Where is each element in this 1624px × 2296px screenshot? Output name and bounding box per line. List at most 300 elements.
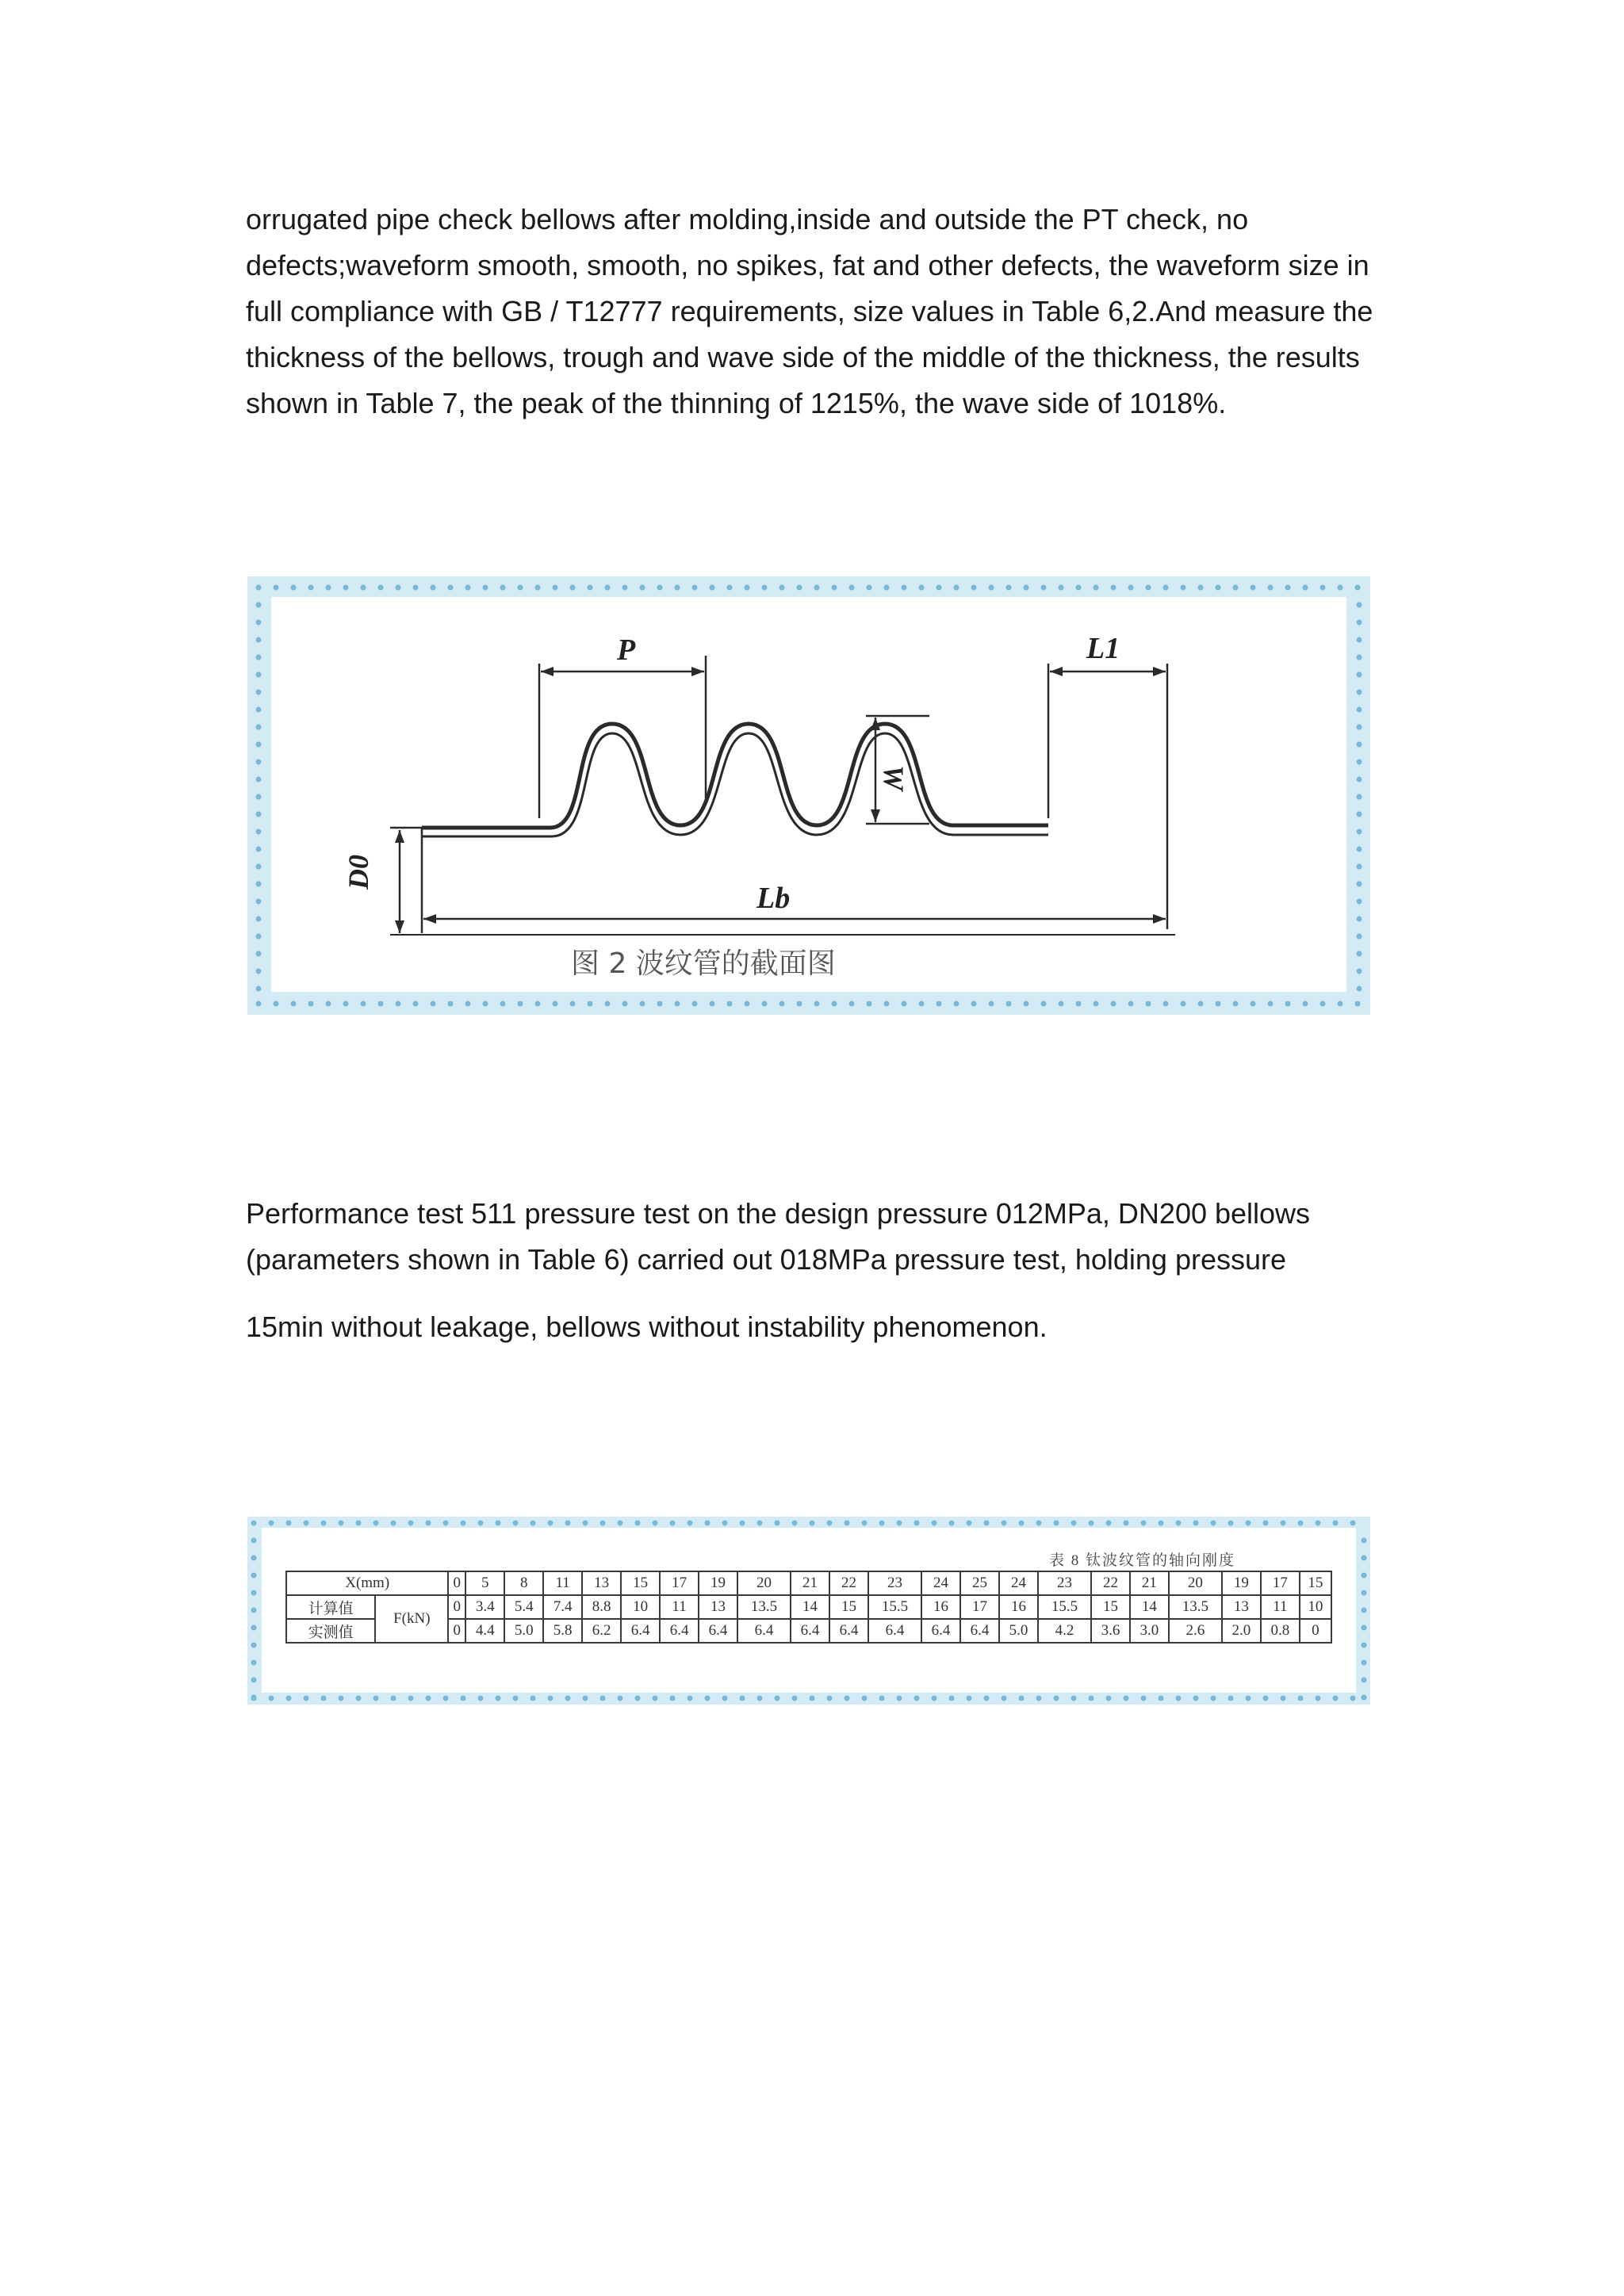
border-dot bbox=[256, 986, 262, 992]
border-dot bbox=[1362, 1556, 1367, 1561]
border-dot bbox=[1362, 1625, 1367, 1631]
border-dot bbox=[919, 585, 925, 591]
border-dot bbox=[1076, 1001, 1082, 1007]
border-dot bbox=[256, 707, 262, 713]
border-dot bbox=[1357, 882, 1362, 887]
border-dot bbox=[849, 585, 855, 591]
border-dot bbox=[361, 585, 366, 591]
label-l1: L1 bbox=[1086, 632, 1120, 665]
border-dot bbox=[692, 1001, 698, 1007]
force-value-cell: 11 bbox=[660, 1595, 699, 1619]
border-dot bbox=[605, 585, 611, 591]
border-dot bbox=[1211, 1521, 1216, 1526]
border-dot bbox=[391, 1521, 396, 1526]
border-dot bbox=[565, 1521, 571, 1526]
border-dot bbox=[256, 690, 262, 695]
border-dot bbox=[256, 951, 262, 957]
border-dot bbox=[757, 1696, 763, 1701]
label-w: W bbox=[878, 765, 910, 791]
border-dot bbox=[256, 603, 262, 608]
label-d0: D0 bbox=[343, 855, 374, 890]
border-dot bbox=[1216, 585, 1221, 591]
x-value-cell: 8 bbox=[504, 1571, 543, 1595]
border-dot bbox=[326, 585, 331, 591]
x-value-cell: 17 bbox=[660, 1571, 699, 1595]
border-dot bbox=[832, 1001, 837, 1007]
force-value-cell: 6.4 bbox=[829, 1619, 868, 1643]
border-dot bbox=[1163, 585, 1169, 591]
border-dot bbox=[622, 585, 628, 591]
border-dot bbox=[1198, 585, 1204, 591]
border-dot bbox=[810, 1696, 815, 1701]
border-dot bbox=[426, 1521, 431, 1526]
border-dot bbox=[1163, 1001, 1169, 1007]
border-dot bbox=[657, 585, 663, 591]
border-dot bbox=[1176, 1521, 1182, 1526]
force-value-cell: 4.4 bbox=[465, 1619, 504, 1643]
border-dot bbox=[1089, 1696, 1094, 1701]
border-dot bbox=[1036, 1521, 1042, 1526]
x-value-cell: 17 bbox=[1261, 1571, 1300, 1595]
border-dot bbox=[500, 1001, 506, 1007]
border-dot bbox=[1357, 969, 1362, 974]
force-value-cell: 6.4 bbox=[621, 1619, 660, 1643]
force-value-cell: 0 bbox=[1300, 1619, 1331, 1643]
border-dot bbox=[1350, 1521, 1356, 1526]
border-dot bbox=[513, 1696, 519, 1701]
border-dot bbox=[832, 585, 837, 591]
x-value-cell: 21 bbox=[1130, 1571, 1169, 1595]
border-dot bbox=[1362, 1538, 1367, 1544]
border-dot bbox=[1357, 829, 1362, 835]
force-value-cell: 14 bbox=[791, 1595, 829, 1619]
force-value-cell: 0 bbox=[448, 1595, 465, 1619]
border-dot bbox=[670, 1521, 676, 1526]
x-value-cell: 20 bbox=[737, 1571, 791, 1595]
border-dot bbox=[722, 1521, 728, 1526]
border-dot bbox=[256, 777, 262, 783]
border-dot bbox=[827, 1696, 833, 1701]
border-dot bbox=[640, 1001, 645, 1007]
border-dot bbox=[500, 585, 506, 591]
border-dot bbox=[553, 1001, 558, 1007]
border-dot bbox=[954, 1001, 959, 1007]
border-dot bbox=[321, 1521, 327, 1526]
border-dot bbox=[1251, 1001, 1256, 1007]
x-value-cell: 22 bbox=[829, 1571, 868, 1595]
border-dot bbox=[810, 1521, 815, 1526]
force-value-cell: 4.2 bbox=[1038, 1619, 1091, 1643]
border-dot bbox=[792, 1521, 798, 1526]
label-lb: Lb bbox=[756, 882, 791, 915]
border-dot bbox=[932, 1696, 937, 1701]
x-value-cell: 24 bbox=[921, 1571, 960, 1595]
border-dot bbox=[640, 585, 645, 591]
border-dot bbox=[618, 1696, 623, 1701]
border-dot bbox=[984, 1521, 990, 1526]
border-dot bbox=[1357, 777, 1362, 783]
border-dot bbox=[269, 1696, 274, 1701]
border-dot bbox=[1362, 1660, 1367, 1666]
border-dot bbox=[583, 1696, 588, 1701]
border-dot bbox=[251, 1573, 257, 1578]
border-dot bbox=[1303, 1001, 1308, 1007]
border-dot bbox=[1054, 1521, 1059, 1526]
border-dot bbox=[845, 1521, 850, 1526]
force-value-cell: 13.5 bbox=[737, 1595, 791, 1619]
figure-caption: 图 2 波纹管的截面图 bbox=[571, 947, 836, 980]
border-dot bbox=[1357, 707, 1362, 713]
border-dot bbox=[989, 585, 994, 591]
border-dot bbox=[1263, 1521, 1269, 1526]
border-dot bbox=[548, 1521, 553, 1526]
border-dot bbox=[251, 1556, 257, 1561]
border-dot bbox=[1059, 585, 1064, 591]
border-dot bbox=[1362, 1678, 1367, 1683]
border-dot bbox=[1355, 1001, 1361, 1007]
border-dot bbox=[884, 585, 890, 591]
border-dot bbox=[1216, 1001, 1221, 1007]
border-dot bbox=[897, 1521, 902, 1526]
force-value-cell: 6.4 bbox=[660, 1619, 699, 1643]
border-dot bbox=[1006, 1001, 1012, 1007]
force-value-cell: 13 bbox=[699, 1595, 737, 1619]
border-dot bbox=[1181, 585, 1186, 591]
border-dot bbox=[1019, 1521, 1025, 1526]
force-value-cell: 5.0 bbox=[504, 1619, 543, 1643]
border-dot bbox=[727, 1001, 733, 1007]
row-label-cell: 实测值 bbox=[286, 1619, 375, 1643]
border-dot bbox=[256, 969, 262, 974]
border-dot bbox=[431, 585, 436, 591]
border-dot bbox=[256, 585, 262, 591]
force-value-cell: 3.4 bbox=[465, 1595, 504, 1619]
border-dot bbox=[408, 1696, 414, 1701]
border-dot bbox=[1357, 655, 1362, 660]
border-dot bbox=[740, 1521, 745, 1526]
border-dot bbox=[1176, 1696, 1182, 1701]
border-dot bbox=[530, 1521, 536, 1526]
border-dot bbox=[932, 1521, 937, 1526]
border-dot bbox=[902, 1001, 907, 1007]
border-dot bbox=[1211, 1696, 1216, 1701]
border-dot bbox=[635, 1696, 641, 1701]
border-dot bbox=[1181, 1001, 1186, 1007]
border-dot bbox=[1357, 847, 1362, 852]
x-value-cell: 19 bbox=[1222, 1571, 1261, 1595]
border-dot bbox=[548, 1696, 553, 1701]
border-dot bbox=[356, 1696, 362, 1701]
border-dot bbox=[1106, 1696, 1112, 1701]
border-dot bbox=[688, 1696, 693, 1701]
body-paragraph-3: 15min without leakage, bellows without instability phenomenon. bbox=[246, 1311, 1048, 1343]
force-value-cell: 15.5 bbox=[1038, 1595, 1091, 1619]
border-dot bbox=[1094, 585, 1099, 591]
border-dot bbox=[1357, 672, 1362, 678]
border-dot bbox=[1303, 585, 1308, 591]
border-dot bbox=[967, 1696, 972, 1701]
border-dot bbox=[583, 1521, 588, 1526]
border-dot bbox=[443, 1696, 449, 1701]
border-dot bbox=[675, 585, 680, 591]
force-value-cell: 2.0 bbox=[1222, 1619, 1261, 1643]
border-dot bbox=[1357, 620, 1362, 626]
border-dot bbox=[256, 899, 262, 905]
x-value-cell: 20 bbox=[1169, 1571, 1222, 1595]
border-dot bbox=[867, 1001, 872, 1007]
border-dot bbox=[1362, 1695, 1367, 1701]
border-dot bbox=[1357, 916, 1362, 922]
border-dot bbox=[1071, 1521, 1077, 1526]
border-dot bbox=[1124, 1696, 1129, 1701]
border-dot bbox=[1357, 864, 1362, 870]
body-paragraph-1: orrugated pipe check bellows after molding,inside and outside the PT check, no defects;waveform smooth, smooth, no spikes, fat and other defects, the waveform size in full compliance with GB / T12777 requirements, size values in Table 6,2.And measure the thickness of the bellows, trough and wave side of the middle of the thickness, the results shown in Table 7, the peak of the thinning of 1215%, the wave side of 1018%. bbox=[246, 203, 1373, 419]
x-value-cell: 23 bbox=[868, 1571, 921, 1595]
border-dot bbox=[605, 1001, 611, 1007]
border-dot bbox=[653, 1696, 658, 1701]
label-p: P bbox=[617, 633, 636, 667]
border-dot bbox=[1268, 585, 1274, 591]
border-dot bbox=[1006, 585, 1012, 591]
border-dot bbox=[971, 585, 977, 591]
force-value-cell: 6.2 bbox=[582, 1619, 621, 1643]
border-dot bbox=[1333, 1696, 1339, 1701]
border-dot bbox=[378, 585, 384, 591]
border-dot bbox=[269, 1521, 274, 1526]
border-dot bbox=[657, 1001, 663, 1007]
border-dot bbox=[391, 1696, 396, 1701]
border-dot bbox=[670, 1696, 676, 1701]
border-dot bbox=[373, 1696, 379, 1701]
border-dot bbox=[1094, 1001, 1099, 1007]
border-dot bbox=[1128, 585, 1134, 591]
border-dot bbox=[1076, 585, 1082, 591]
border-dot bbox=[879, 1696, 885, 1701]
border-dot bbox=[256, 742, 262, 748]
force-value-cell: 6.4 bbox=[699, 1619, 737, 1643]
border-dot bbox=[1002, 1696, 1007, 1701]
x-value-cell: 19 bbox=[699, 1571, 737, 1595]
border-dot bbox=[1357, 986, 1362, 992]
border-dot bbox=[1124, 1521, 1129, 1526]
x-value-cell: 5 bbox=[465, 1571, 504, 1595]
border-dot bbox=[722, 1696, 728, 1701]
border-dot bbox=[256, 882, 262, 887]
border-dot bbox=[1268, 1001, 1274, 1007]
border-dot bbox=[1281, 1521, 1286, 1526]
border-dot bbox=[1141, 1521, 1147, 1526]
border-dot bbox=[989, 1001, 994, 1007]
force-value-cell: 3.0 bbox=[1130, 1619, 1169, 1643]
border-dot bbox=[251, 1625, 257, 1631]
x-value-cell: 23 bbox=[1038, 1571, 1091, 1595]
border-dot bbox=[478, 1696, 484, 1701]
border-dot bbox=[256, 760, 262, 765]
x-value-cell: 13 bbox=[582, 1571, 621, 1595]
border-dot bbox=[1159, 1696, 1164, 1701]
border-dot bbox=[1233, 1001, 1239, 1007]
border-dot bbox=[762, 585, 768, 591]
border-dot bbox=[286, 1521, 292, 1526]
table-caption: 表 8 钛波纹管的轴向刚度 bbox=[1048, 1552, 1235, 1569]
border-dot bbox=[622, 1001, 628, 1007]
border-dot bbox=[286, 1696, 292, 1701]
border-dot bbox=[378, 1001, 384, 1007]
border-dot bbox=[373, 1521, 379, 1526]
border-dot bbox=[1111, 585, 1116, 591]
border-dot bbox=[483, 585, 488, 591]
border-dot bbox=[304, 1696, 309, 1701]
force-value-cell: 8.8 bbox=[582, 1595, 621, 1619]
border-dot bbox=[1338, 585, 1343, 591]
border-dot bbox=[936, 1001, 942, 1007]
border-dot bbox=[426, 1696, 431, 1701]
table-row bbox=[286, 1595, 1331, 1619]
border-dot bbox=[465, 585, 471, 591]
table-wrapper bbox=[285, 1571, 1332, 1644]
border-dot bbox=[535, 1001, 541, 1007]
border-dot bbox=[1146, 585, 1151, 591]
border-dot bbox=[797, 585, 802, 591]
border-dot bbox=[779, 585, 785, 591]
border-dot bbox=[1002, 1521, 1007, 1526]
border-dot bbox=[1019, 1696, 1025, 1701]
x-value-cell: 25 bbox=[960, 1571, 999, 1595]
border-dot bbox=[762, 1001, 768, 1007]
force-value-cell: 0 bbox=[448, 1619, 465, 1643]
border-dot bbox=[251, 1590, 257, 1596]
border-dot bbox=[635, 1521, 641, 1526]
border-dot bbox=[1357, 899, 1362, 905]
border-dot bbox=[1146, 1001, 1151, 1007]
border-dot bbox=[653, 1521, 658, 1526]
border-dot bbox=[256, 672, 262, 678]
border-dot bbox=[513, 1521, 519, 1526]
x-value-cell: 21 bbox=[791, 1571, 829, 1595]
border-dot bbox=[408, 1521, 414, 1526]
x-value-cell: 22 bbox=[1091, 1571, 1130, 1595]
border-dot bbox=[1071, 1696, 1077, 1701]
border-dot bbox=[1285, 1001, 1291, 1007]
border-dot bbox=[326, 1001, 331, 1007]
border-dot bbox=[954, 585, 959, 591]
force-value-cell: 6.4 bbox=[737, 1619, 791, 1643]
border-dot bbox=[518, 585, 523, 591]
border-dot bbox=[396, 585, 401, 591]
border-dot bbox=[1041, 1001, 1047, 1007]
border-dot bbox=[1357, 690, 1362, 695]
border-dot bbox=[1298, 1696, 1304, 1701]
force-value-cell: 17 bbox=[960, 1595, 999, 1619]
border-dot bbox=[1059, 1001, 1064, 1007]
border-dot bbox=[356, 1521, 362, 1526]
force-value-cell: 0.8 bbox=[1261, 1619, 1300, 1643]
force-value-cell: 15.5 bbox=[868, 1595, 921, 1619]
border-dot bbox=[274, 1001, 279, 1007]
axial-stiffness-table-figure bbox=[247, 1517, 1370, 1705]
border-dot bbox=[897, 1696, 902, 1701]
border-dot bbox=[936, 585, 942, 591]
border-dot bbox=[256, 847, 262, 852]
border-dot bbox=[461, 1696, 466, 1701]
border-dot bbox=[570, 585, 576, 591]
border-dot bbox=[448, 585, 454, 591]
border-dot bbox=[1333, 1521, 1339, 1526]
force-value-cell: 13 bbox=[1222, 1595, 1261, 1619]
border-dot bbox=[251, 1660, 257, 1666]
x-value-cell: 15 bbox=[1300, 1571, 1331, 1595]
border-dot bbox=[1357, 637, 1362, 643]
border-dot bbox=[745, 1001, 750, 1007]
border-dot bbox=[1357, 742, 1362, 748]
border-dot bbox=[1024, 585, 1029, 591]
border-dot bbox=[775, 1696, 780, 1701]
border-dot bbox=[1338, 1001, 1343, 1007]
border-dot bbox=[343, 1001, 349, 1007]
border-dot bbox=[308, 1001, 314, 1007]
border-dot bbox=[692, 585, 698, 591]
x-header-cell: X(mm) bbox=[286, 1571, 448, 1595]
border-dot bbox=[827, 1521, 833, 1526]
border-dot bbox=[984, 1696, 990, 1701]
border-dot bbox=[740, 1696, 745, 1701]
border-dot bbox=[949, 1521, 955, 1526]
border-dot bbox=[251, 1695, 257, 1701]
border-dot bbox=[291, 1001, 297, 1007]
force-value-cell: 5.8 bbox=[543, 1619, 582, 1643]
force-value-cell: 16 bbox=[999, 1595, 1038, 1619]
border-dot bbox=[256, 620, 262, 626]
border-dot bbox=[1357, 794, 1362, 800]
border-dot bbox=[1041, 585, 1047, 591]
border-dot bbox=[530, 1696, 536, 1701]
table-header-row bbox=[286, 1571, 1331, 1595]
force-value-cell: 5.0 bbox=[999, 1619, 1038, 1643]
border-dot bbox=[1193, 1521, 1199, 1526]
border-dot bbox=[1316, 1521, 1321, 1526]
border-dot bbox=[343, 585, 349, 591]
border-dot bbox=[884, 1001, 890, 1007]
border-dot bbox=[291, 585, 297, 591]
border-dot bbox=[849, 1001, 855, 1007]
border-dot bbox=[308, 585, 314, 591]
border-dot bbox=[1089, 1521, 1094, 1526]
border-dot bbox=[600, 1696, 606, 1701]
border-dot bbox=[902, 585, 907, 591]
border-dot bbox=[256, 864, 262, 870]
border-dot bbox=[1106, 1521, 1112, 1526]
border-dot bbox=[1159, 1521, 1164, 1526]
border-dot bbox=[321, 1696, 327, 1701]
border-dot bbox=[396, 1001, 401, 1007]
axial-stiffness-table bbox=[285, 1571, 1332, 1644]
border-dot bbox=[949, 1696, 955, 1701]
border-dot bbox=[443, 1521, 449, 1526]
border-dot bbox=[757, 1521, 763, 1526]
border-dot bbox=[256, 829, 262, 835]
border-dot bbox=[1193, 1696, 1199, 1701]
force-value-cell: 5.4 bbox=[504, 1595, 543, 1619]
border-dot bbox=[1320, 585, 1326, 591]
border-dot bbox=[600, 1521, 606, 1526]
force-value-cell: 6.4 bbox=[791, 1619, 829, 1643]
border-dot bbox=[256, 655, 262, 660]
border-dot bbox=[775, 1521, 780, 1526]
x-value-cell: 15 bbox=[621, 1571, 660, 1595]
border-dot bbox=[1263, 1696, 1269, 1701]
border-dot bbox=[919, 1001, 925, 1007]
border-dot bbox=[618, 1521, 623, 1526]
